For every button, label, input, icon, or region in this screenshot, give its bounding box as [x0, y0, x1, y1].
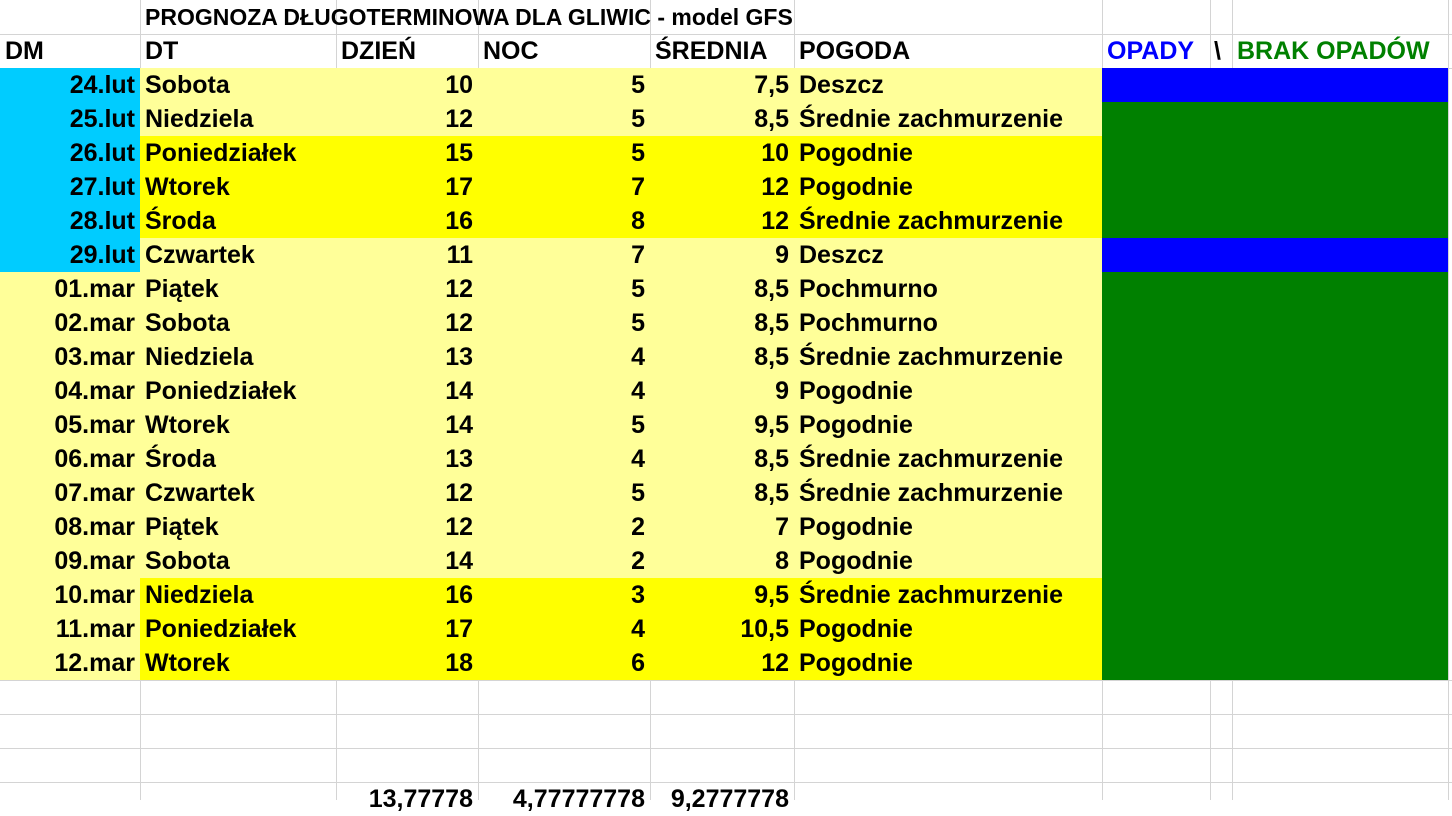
day-temp-cell[interactable]: 14 — [445, 547, 473, 575]
header-noc[interactable]: NOC — [483, 37, 539, 65]
day-temp-cell[interactable]: 17 — [445, 173, 473, 201]
header-opady[interactable]: OPADY — [1107, 37, 1195, 65]
day-temp-cell[interactable]: 12 — [445, 309, 473, 337]
day-temp-cell[interactable]: 15 — [445, 139, 473, 167]
weekday-cell[interactable]: Sobota — [145, 309, 230, 337]
day-temp-cell[interactable]: 12 — [445, 105, 473, 133]
weather-cell[interactable]: Pogodnie — [799, 547, 913, 575]
night-temp-cell[interactable]: 5 — [631, 411, 645, 439]
date-cell[interactable]: 24.lut — [69, 71, 135, 99]
no-precipitation-indicator[interactable] — [1102, 136, 1448, 170]
no-precipitation-indicator[interactable] — [1102, 578, 1448, 612]
night-temp-cell[interactable]: 4 — [631, 615, 645, 643]
day-temp-cell[interactable]: 16 — [445, 207, 473, 235]
night-temp-cell[interactable]: 8 — [631, 207, 645, 235]
grid-line — [0, 748, 1452, 749]
date-cell[interactable]: 08.mar — [54, 513, 135, 541]
grid-line — [0, 714, 1452, 715]
date-cell[interactable]: 10.mar — [54, 581, 135, 609]
day-temp-cell[interactable]: 16 — [445, 581, 473, 609]
weekday-cell[interactable]: Poniedziałek — [145, 615, 297, 643]
date-cell[interactable]: 28.lut — [69, 207, 135, 235]
no-precipitation-indicator[interactable] — [1102, 544, 1448, 578]
header-dzien[interactable]: DZIEŃ — [341, 37, 416, 65]
weather-cell[interactable]: Deszcz — [799, 241, 884, 269]
date-cell[interactable]: 29.lut — [69, 241, 135, 269]
date-cell[interactable]: 03.mar — [54, 343, 135, 371]
night-temp-cell[interactable]: 5 — [631, 139, 645, 167]
average-temp-cell[interactable]: 9 — [775, 377, 789, 405]
weather-cell[interactable]: Pochmurno — [799, 275, 938, 303]
day-temp-cell[interactable]: 13 — [445, 343, 473, 371]
day-temp-cell[interactable]: 13 — [445, 445, 473, 473]
weather-cell[interactable]: Pogodnie — [799, 513, 913, 541]
average-noc[interactable]: 4,77777778 — [512, 785, 645, 813]
date-cell[interactable]: 26.lut — [69, 139, 135, 167]
day-temp-cell[interactable]: 14 — [445, 377, 473, 405]
weekday-cell[interactable]: Niedziela — [145, 105, 254, 133]
no-precipitation-indicator[interactable] — [1102, 204, 1448, 238]
weather-cell[interactable]: Średnie zachmurzenie — [799, 343, 1063, 371]
no-precipitation-indicator[interactable] — [1102, 170, 1448, 204]
night-temp-cell[interactable]: 2 — [631, 547, 645, 575]
date-cell[interactable]: 11.mar — [55, 615, 135, 643]
header-dm[interactable]: DM — [5, 37, 44, 65]
day-temp-cell[interactable]: 12 — [445, 479, 473, 507]
weekday-cell[interactable]: Czwartek — [145, 479, 255, 507]
weather-cell[interactable]: Średnie zachmurzenie — [799, 105, 1063, 133]
no-precipitation-indicator[interactable] — [1102, 306, 1448, 340]
night-temp-cell[interactable]: 5 — [631, 105, 645, 133]
average-temp-cell[interactable]: 12 — [761, 649, 789, 677]
weekday-cell[interactable]: Sobota — [145, 71, 230, 99]
average-temp-cell[interactable]: 12 — [761, 207, 789, 235]
average-dzien[interactable]: 13,77778 — [368, 785, 473, 813]
weekday-cell[interactable]: Wtorek — [145, 173, 230, 201]
average-temp-cell[interactable]: 8,5 — [754, 309, 789, 337]
average-temp-cell[interactable]: 9,5 — [754, 581, 789, 609]
weather-cell[interactable]: Pogodnie — [799, 173, 913, 201]
average-temp-cell[interactable]: 8 — [775, 547, 789, 575]
no-precipitation-indicator[interactable] — [1102, 340, 1448, 374]
weather-cell[interactable]: Pogodnie — [799, 377, 913, 405]
weather-cell[interactable]: Średnie zachmurzenie — [799, 207, 1063, 235]
average-srednia[interactable]: 9,2777778 — [670, 785, 789, 813]
weekday-cell[interactable]: Niedziela — [145, 581, 254, 609]
average-temp-cell[interactable]: 8,5 — [754, 445, 789, 473]
date-cell[interactable]: 12.mar — [54, 649, 135, 677]
average-temp-cell[interactable]: 9 — [775, 241, 789, 269]
average-temp-cell[interactable]: 10,5 — [740, 615, 789, 643]
precipitation-indicator[interactable] — [1102, 238, 1448, 272]
no-precipitation-indicator[interactable] — [1102, 102, 1448, 136]
average-temp-cell[interactable]: 8,5 — [754, 479, 789, 507]
night-temp-cell[interactable]: 7 — [631, 173, 645, 201]
no-precipitation-indicator[interactable] — [1102, 442, 1448, 476]
night-temp-cell[interactable]: 3 — [631, 581, 645, 609]
weekday-cell[interactable]: Poniedziałek — [145, 139, 297, 167]
day-temp-cell[interactable]: 14 — [445, 411, 473, 439]
night-temp-cell[interactable]: 5 — [631, 71, 645, 99]
date-cell[interactable]: 06.mar — [54, 445, 135, 473]
average-temp-cell[interactable]: 8,5 — [754, 105, 789, 133]
night-temp-cell[interactable]: 5 — [631, 275, 645, 303]
precipitation-indicator[interactable] — [1102, 68, 1448, 102]
night-temp-cell[interactable]: 4 — [631, 377, 645, 405]
weekday-cell[interactable]: Środa — [145, 445, 216, 473]
date-cell[interactable]: 27.lut — [69, 173, 135, 201]
no-precipitation-indicator[interactable] — [1102, 612, 1448, 646]
date-cell[interactable]: 07.mar — [54, 479, 135, 507]
date-cell[interactable]: 01.mar — [54, 275, 135, 303]
weekday-cell[interactable]: Piątek — [145, 513, 219, 541]
night-temp-cell[interactable]: 7 — [631, 241, 645, 269]
header-srednia[interactable]: ŚREDNIA — [655, 37, 768, 65]
average-temp-cell[interactable]: 8,5 — [754, 275, 789, 303]
weekday-cell[interactable]: Czwartek — [145, 241, 255, 269]
date-cell[interactable]: 09.mar — [54, 547, 135, 575]
no-precipitation-indicator[interactable] — [1102, 408, 1448, 442]
header-separator[interactable]: \ — [1214, 37, 1221, 65]
day-temp-cell[interactable]: 17 — [445, 615, 473, 643]
no-precipitation-indicator[interactable] — [1102, 272, 1448, 306]
weather-cell[interactable]: Deszcz — [799, 71, 884, 99]
night-temp-cell[interactable]: 4 — [631, 343, 645, 371]
average-temp-cell[interactable]: 7,5 — [754, 71, 789, 99]
date-cell[interactable]: 25.lut — [69, 105, 135, 133]
average-temp-cell[interactable]: 7 — [775, 513, 789, 541]
date-cell[interactable]: 02.mar — [54, 309, 135, 337]
night-temp-cell[interactable]: 6 — [631, 649, 645, 677]
header-pogoda[interactable]: POGODA — [799, 37, 911, 65]
weekday-cell[interactable]: Środa — [145, 207, 216, 235]
no-precipitation-indicator[interactable] — [1102, 646, 1448, 680]
night-temp-cell[interactable]: 5 — [631, 479, 645, 507]
night-temp-cell[interactable]: 5 — [631, 309, 645, 337]
weather-cell[interactable]: Pogodnie — [799, 615, 913, 643]
day-temp-cell[interactable]: 18 — [445, 649, 473, 677]
weekday-cell[interactable]: Poniedziałek — [145, 377, 297, 405]
no-precipitation-indicator[interactable] — [1102, 374, 1448, 408]
weather-cell[interactable]: Średnie zachmurzenie — [799, 479, 1063, 507]
date-cell[interactable]: 05.mar — [54, 411, 135, 439]
weekday-cell[interactable]: Niedziela — [145, 343, 254, 371]
weather-cell[interactable]: Średnie zachmurzenie — [799, 581, 1063, 609]
sheet-title[interactable]: PROGNOZA DŁUGOTERMINOWA DLA GLIWIC - model GFS — [145, 4, 793, 30]
average-temp-cell[interactable]: 8,5 — [754, 343, 789, 371]
header-dt[interactable]: DT — [145, 37, 179, 65]
weather-cell[interactable]: Pogodnie — [799, 411, 913, 439]
day-temp-cell[interactable]: 12 — [445, 275, 473, 303]
weather-cell[interactable]: Średnie zachmurzenie — [799, 445, 1063, 473]
date-cell[interactable]: 04.mar — [54, 377, 135, 405]
weekday-cell[interactable]: Wtorek — [145, 649, 230, 677]
weekday-cell[interactable]: Piątek — [145, 275, 219, 303]
weekday-cell[interactable]: Sobota — [145, 547, 230, 575]
day-temp-cell[interactable]: 11 — [446, 241, 473, 269]
no-precipitation-indicator[interactable] — [1102, 510, 1448, 544]
no-precipitation-indicator[interactable] — [1102, 476, 1448, 510]
weather-cell[interactable]: Pochmurno — [799, 309, 938, 337]
weather-cell[interactable]: Pogodnie — [799, 649, 913, 677]
average-temp-cell[interactable]: 9,5 — [754, 411, 789, 439]
day-temp-cell[interactable]: 12 — [445, 513, 473, 541]
grid-line — [0, 680, 1452, 681]
night-temp-cell[interactable]: 2 — [631, 513, 645, 541]
weather-cell[interactable]: Pogodnie — [799, 139, 913, 167]
day-temp-cell[interactable]: 10 — [445, 71, 473, 99]
night-temp-cell[interactable]: 4 — [631, 445, 645, 473]
average-temp-cell[interactable]: 10 — [761, 139, 789, 167]
average-temp-cell[interactable]: 12 — [761, 173, 789, 201]
header-brak-opadow[interactable]: BRAK OPADÓW — [1237, 37, 1430, 65]
weekday-cell[interactable]: Wtorek — [145, 411, 230, 439]
